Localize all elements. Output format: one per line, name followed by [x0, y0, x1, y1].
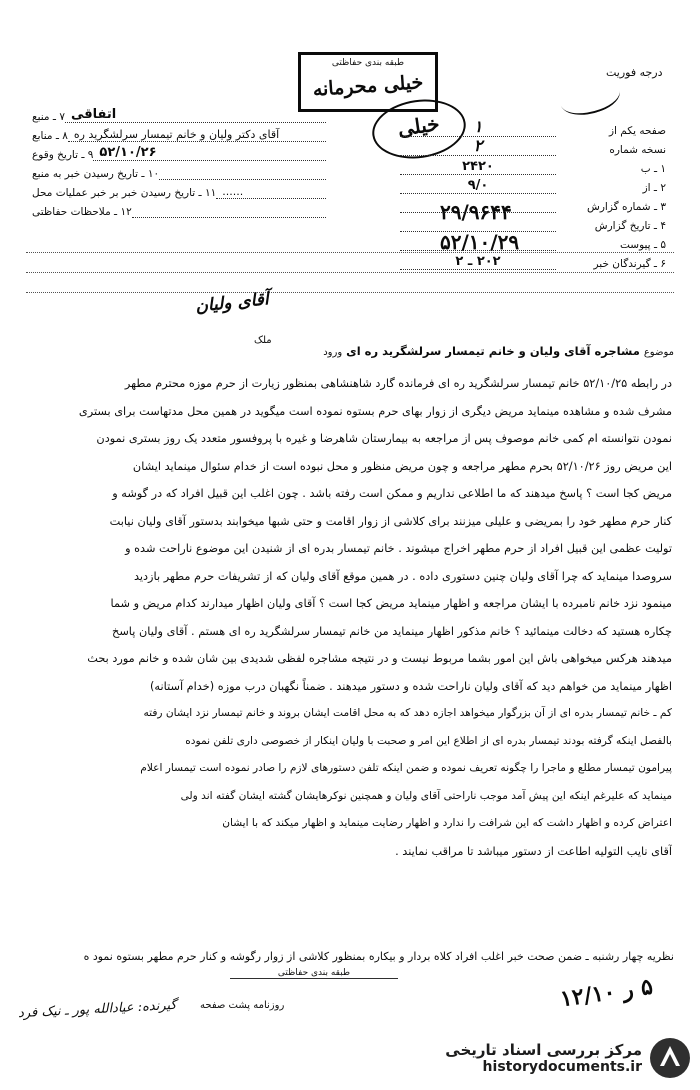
field-value — [132, 217, 326, 218]
field-value: ۹/۰ — [400, 178, 556, 194]
divider — [26, 292, 674, 293]
body-line: آقای نایب التولیه اطاعت از دستور میباشد تا مراقب نمایند . — [395, 844, 672, 858]
subject-marginal-label: ملک — [254, 335, 272, 346]
classification-value: خیلی محرمانه — [312, 71, 424, 101]
field-from — [400, 175, 666, 194]
subject-text: مشاجره آقای ولیان و خانم تیمسار سرلشگرید ره ای — [346, 344, 640, 358]
field-label: صفحه یکم از — [608, 125, 666, 137]
report-body — [28, 370, 672, 865]
body-line: اظهار مینماید من خواهم دید که آقای ولیان ناراحت شده و دستور میدهند . ضمناً نگهبان درب موزه (خدام آستانه) — [150, 679, 672, 693]
field-label: ۹ ـ تاریخ وقوع — [32, 149, 94, 161]
left-header-fields — [26, 104, 326, 218]
field-protection-notes — [26, 199, 326, 218]
logo-text — [445, 1041, 642, 1075]
body-line: مینمود نزد خانم نامبرده با ایشان مراجعه و اظهار مینماید مریض کجا است ؟ آقای ولیان اظهار میدارند کدام مریض و شما — [110, 597, 672, 610]
logo-url: historydocuments.ir — [482, 1059, 642, 1075]
field-label: ۸ ـ منابع — [32, 130, 68, 142]
field-copy-number — [400, 137, 666, 156]
field-label: ۲ ـ از — [642, 182, 666, 194]
field-date-to-source — [26, 161, 326, 180]
body-line: مشرف شده و مشاهده مینماید مریض دیگری از زوار بهای حرم بستوه نموده است میگوید در همین محل مدتهاست برای بستری — [78, 404, 672, 418]
body-line: تولیت عظمی این قبیل افراد از حرم مطهر اخراج میشوند . خانم تیمسار بدره ای از شنیدن این موضوع ناراحت شده و — [125, 542, 672, 555]
note-subline: روزنامه پشت صفحه — [200, 1000, 285, 1011]
subject-entry-label: ورود — [323, 347, 343, 358]
body-line: میدهند هرکس میخواهی باش این امور بشما مربوط نیست و در نتیجه مشاجره لفظی شدیدی بین شان شده و خانم مورد بحث — [87, 652, 672, 665]
body-line: کم ـ خانم تیمسار بدره ای از آن بزرگوار میخواهد اجازه دهد که به محل اقامت ایشان بروند و خانم تیمسار نزد ایشان رفته — [143, 707, 672, 719]
field-date-occurred — [26, 142, 326, 161]
field-label: ۳ ـ شماره گزارش — [587, 201, 666, 213]
field-label: ۱ ـ ب — [640, 163, 666, 175]
oval-stamp-text: خیلی — [396, 111, 441, 141]
subject-label: موضوع — [643, 347, 674, 358]
body-line: کنار حرم مطهر خود را بمریضی و علیلی میزنند برای کلاشی از زوار اقامت و حتی شبها میخوابند بدستور آقای ولیان نیابت — [109, 514, 672, 528]
field-source — [26, 104, 326, 123]
field-label: ۱۰ ـ تاریخ رسیدن خبر به منبع — [32, 168, 160, 180]
field-value: ۲۴۲۰ — [400, 159, 556, 175]
body-line: این مریض روز ۵۲/۱۰/۲۶ بحرم مطهر مراجعه و چون مریض منظور و محل نبوده است از خدام سئوال مینماید ایشان — [132, 459, 672, 473]
field-date-to-ops — [26, 180, 326, 199]
field-page — [400, 118, 666, 137]
logo-title: مرکز بررسی اسناد تاریخی — [445, 1041, 642, 1059]
body-line: سروصدا مینماید که چرا آقای ولیان چنین دستوری داده . در همین موقع آقای ولیان که از تشریفات حرم مطهر بازدید — [133, 569, 672, 583]
archive-emblem-icon — [648, 1036, 692, 1080]
field-value: ...... — [216, 185, 326, 199]
footer-classification-label: طبقه بندی حفاظتی — [230, 968, 398, 979]
divider — [26, 252, 674, 253]
analysis-note: نظریه چهار رشنبه ـ ضمن صحت خبر اغلب افراد کلاه بردار و بیکاره بمنظور کلاشی از زوار رگوشه و کنار حرم مطهر بستوه نمود ه — [83, 950, 674, 963]
field-label: نسخه شماره — [609, 144, 666, 156]
body-line: مریض کجا است ؟ پاسخ میدهند که ما اطلاعی نداریم و ممکن است رفته باشد . چون اغلب این قبیل افراد که در گوشه و — [112, 487, 672, 500]
field-value: ۱ — [400, 117, 556, 137]
report-date-handwritten: ۵۲/۱۰/۲۹ — [440, 230, 520, 254]
signer-name: گیرنده: عیادالله پور ـ نیک فرد — [17, 997, 177, 1022]
classification-label: طبقه بندی حفاظتی — [331, 58, 405, 68]
urgency-label: درجه فوریت — [606, 66, 663, 79]
field-sources — [26, 123, 326, 142]
field-to — [400, 156, 666, 175]
field-value: ۲ — [400, 136, 556, 156]
field-value: آقای دکتر ولیان و خانم تیمسار سرلشگرید ره — [68, 128, 326, 142]
field-value: ۲۰۲ ـ ۲ — [400, 254, 556, 270]
field-label: ۱۲ ـ ملاحظات حفاظتی — [32, 206, 132, 218]
subject-line — [26, 344, 674, 358]
body-line: در رابطه ۵۲/۱۰/۲۵ خانم تیمسار سرلشگرید ره ای فرمانده گارد شاهنشاهی بمنظور زیارت از حرم موزه محترم مطهر — [124, 377, 672, 390]
body-line: مینماید که علیرغم اینکه این پیش آمد موجب ناراحتی آقای ولیان و همچنین نوکرهایشان گشته ایشان گفته اند ولی — [180, 789, 672, 802]
field-label: ۱۱ ـ تاریخ رسیدن خبر بر خبر عملیات محل — [32, 187, 217, 199]
field-value — [159, 179, 326, 180]
watermark-logo — [410, 1032, 692, 1084]
body-line: پیرامون تیمسار مطلع و ماجرا را چگونه تعریف نموده و ضمن اینکه تلفن دستورهای لازم را صادر نموده است تیمسار اعلام — [140, 762, 672, 774]
body-line: اعتراض کرده و اظهار داشت که این شرافت را ندارد و اظهار رضایت مینماید و اظهار میکند که با ایشان — [222, 817, 672, 829]
subject-handwritten: آقای ولیان — [194, 289, 270, 317]
field-label: ۴ ـ تاریخ گزارش — [594, 220, 666, 232]
field-value: اتفاقی — [65, 107, 326, 123]
field-label: ۷ ـ منبع — [32, 111, 65, 123]
field-value: ۵۲/۱۰/۲۶ — [93, 145, 326, 161]
body-line: بالفصل اینکه گرفته بودند تیمسار بدره ای از اطلاع این امر و صحبت با ولیان اینکار از خصوصی داری تلفن نموده — [185, 734, 672, 747]
report-number-handwritten: ۲۹/۹۶۴۴ — [440, 200, 512, 224]
field-label: ۶ ـ گیرندگان خبر — [593, 258, 666, 270]
field-label: ۵ ـ پیوست — [619, 239, 666, 251]
body-line: نمودن نتوانسته ام کمی خانم موصوف پس از مراجعه به بیمارستان شاهرضا و غیره با پروفسور متعدد یک روز بستری نمودن — [96, 432, 672, 445]
divider — [26, 272, 674, 273]
handwritten-scribble — [556, 73, 623, 124]
handwritten-signature-date: ۵ ر ۱۲/۱۰ — [558, 973, 655, 1013]
body-line: چکاره هستید که دخالت مینمائید ؟ خانم مذکور اظهار مینماید من خانم تیمسار سرلشگرید ره ای هستم . آقای ولیان پاسخ — [112, 624, 672, 638]
